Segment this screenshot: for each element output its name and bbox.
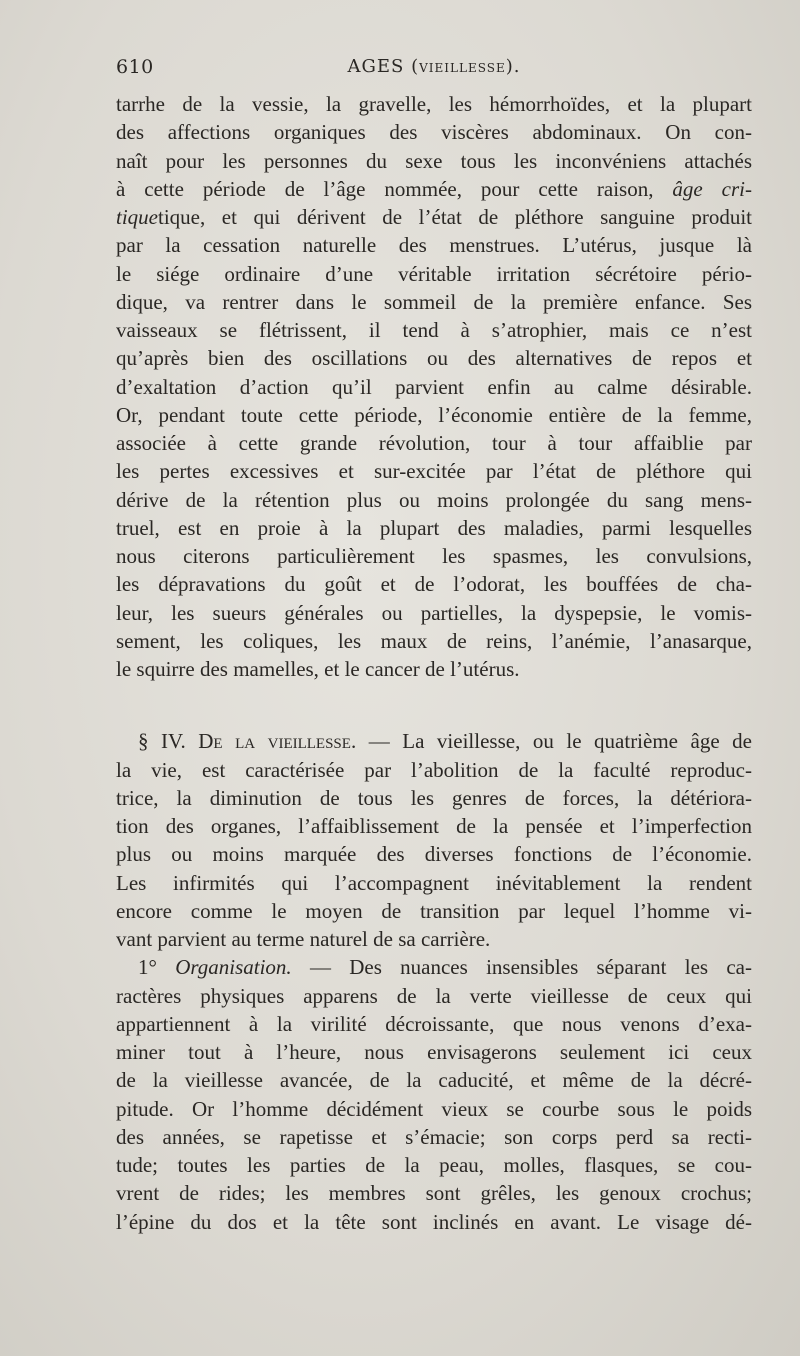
text-line: les pertes excessives et sur-excitée par l’état de pléthore qui (116, 459, 752, 484)
running-head-sub: vieillesse (419, 57, 506, 77)
text-line: tarrhe de la vessie, la gravelle, les hémorrhoïdes, et la plupart (116, 92, 752, 116)
text-line: Or, pendant toute cette période, l’économie entière de la femme, (116, 402, 752, 427)
page-header (116, 56, 752, 86)
text-fragment: tique, et qui dérivent de l’état de pléthore sanguine produit (158, 205, 752, 229)
text-line: de la vieillesse avancée, de la caducité, et même de la décré- (116, 1068, 752, 1093)
italic-term: âge cri- (672, 176, 752, 201)
text-line: des années, se rapetisse et s’émacie; son corps perd sa recti- (116, 1124, 752, 1149)
text-line: nous citerons particulièrement les spasmes, les convulsions, (116, 544, 752, 568)
section-heading: De la vieillesse. (198, 729, 357, 754)
text-line: des affections organiques des viscères abdominaux. On con- (116, 120, 752, 145)
section-vieillesse (116, 727, 752, 953)
text-line: leur, les sueurs générales ou partielles, la dyspepsie, le vomis- (116, 600, 752, 625)
text-line: truel, est en proie à la plupart des maladies, parmi lesquelles (116, 515, 752, 540)
running-head-paren-open: ( (404, 56, 420, 77)
text-fragment: à cette période de l’âge nommée, pour cette raison, (116, 176, 654, 201)
text-fragment: — Des nuances insensibles séparant les ca- (291, 955, 752, 980)
running-head-main: AGES (347, 56, 405, 77)
text-line: pitude. Or l’homme décidément vieux se courbe sous le poids (116, 1096, 752, 1121)
text-line: dique, va rentrer dans le sommeil de la première enfance. Ses (116, 289, 752, 314)
text-line: ractères physiques apparens de la verte vieillesse de ceux qui (116, 983, 752, 1008)
text-line: appartiennent à la virilité décroissante, que nous venons d’exa- (116, 1011, 752, 1036)
text-line: naît pour les personnes du sexe tous les inconvéniens attachés (116, 148, 752, 173)
text-line: associée à cette grande révolution, tour à tour affaiblie par (116, 431, 752, 455)
text-line: encore comme le moyen de transition par lequel l’homme vi- (116, 898, 752, 923)
body-text (116, 90, 752, 1236)
text-line: vaisseaux se flétrissent, il tend à s’atrophier, mais ce n’est (116, 318, 752, 342)
text-fragment: — La vieillesse, ou le quatrième âge de (356, 729, 753, 754)
text-line: trice, la diminution de tous les genres de forces, la détériora- (116, 785, 752, 810)
text-line: les dépravations du goût et de l’odorat, les bouffées de cha- (116, 572, 752, 597)
section-heading-line (116, 727, 752, 755)
text-line: qu’après bien des oscillations ou des alternatives de repos et (116, 346, 752, 371)
italic-term: tique (116, 205, 158, 229)
text-line: sement, les coliques, les maux de reins, l’anémie, l’anasarque, (116, 628, 752, 653)
section-gap (116, 683, 752, 727)
text-line (116, 175, 752, 203)
running-head-paren-close: ). (505, 56, 521, 77)
text-line: d’exaltation d’action qu’il parvient enfin au calme désirable. (116, 374, 752, 399)
text-line: vant parvient au terme naturel de sa carrière. (116, 927, 491, 951)
subsection-number: 1° (138, 955, 176, 980)
text-line: Les infirmités qui l’accompagnent inévitablement la rendent (116, 870, 752, 895)
running-head (116, 56, 752, 77)
text-line: le siége ordinaire d’une véritable irritation sécrétoire pério- (116, 261, 752, 286)
text-line: l’épine du dos et la tête sont inclinés en avant. Le visage dé- (116, 1209, 752, 1234)
text-line: vrent de rides; les membres sont grêles, les genoux crochus; (116, 1181, 752, 1206)
text-line: tion des organes, l’affaiblissement de la pensée et l’imperfection (116, 814, 752, 838)
text-line: miner tout à l’heure, nous envisagerons seulement ici ceux (116, 1040, 752, 1064)
text-line: dérive de la rétention plus ou moins prolongée du sang mens- (116, 487, 752, 512)
text-line: plus ou moins marquée des diverses fonctions de l’économie. (116, 842, 752, 867)
paragraph-continuation (116, 90, 752, 683)
text-line: la vie, est caractérisée par l’abolition de la faculté reproduc- (116, 757, 752, 782)
subsection-organisation (116, 953, 752, 1236)
subsection-title: Organisation. (175, 955, 292, 980)
text-line: le squirre des mamelles, et le cancer de l’utérus. (116, 657, 520, 681)
text-line (116, 203, 752, 231)
subsection-heading-line (116, 953, 752, 981)
section-marker: § IV. (138, 729, 199, 754)
page-number: 610 (116, 56, 154, 78)
text-line: par la cessation naturelle des menstrues. L’utérus, jusque là (116, 233, 752, 258)
text-line: tude; toutes les parties de la peau, molles, flasques, se cou- (116, 1153, 752, 1177)
